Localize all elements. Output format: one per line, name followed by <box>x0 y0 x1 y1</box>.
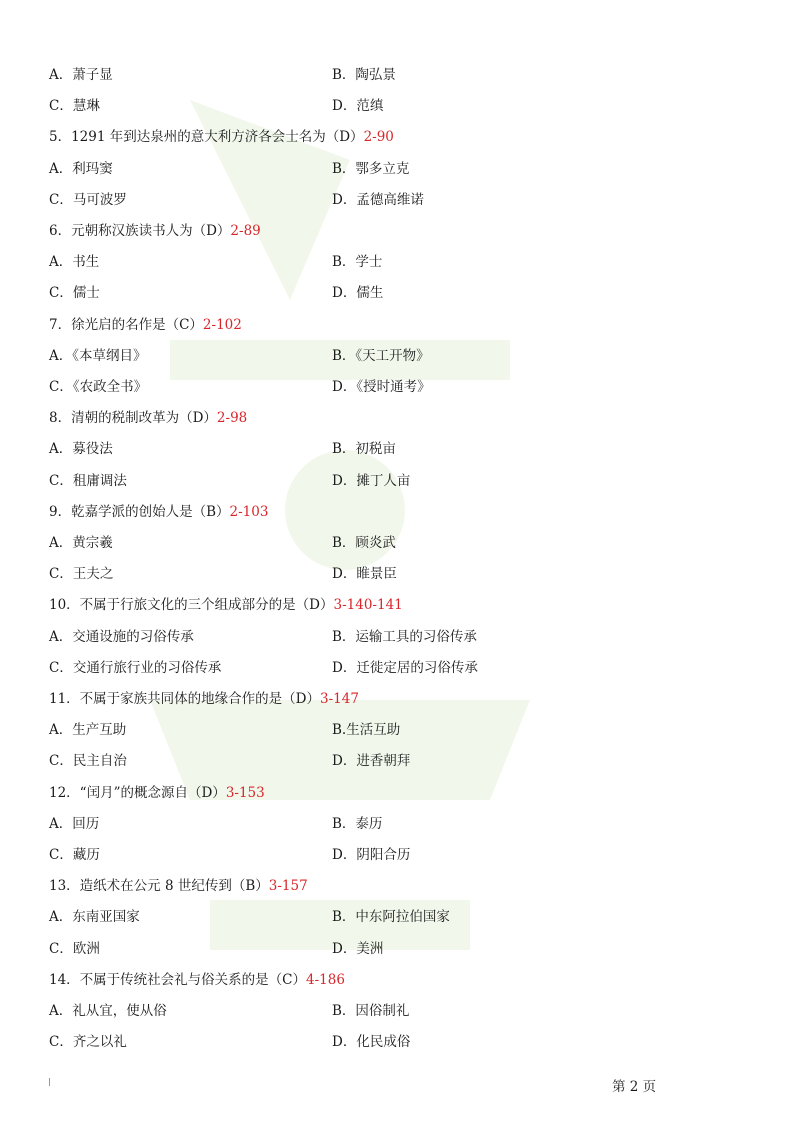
answer-option: D．《授时通考》 <box>332 379 431 395</box>
question-text: 10．不属于行旅文化的三个组成部分的是（D） <box>49 597 334 613</box>
answer-option: D．进香朝拜 <box>332 753 411 769</box>
answer-option: A．萧子显 <box>49 67 113 83</box>
question-line <box>49 784 265 802</box>
answer-option: D．孟德高维诺 <box>332 192 424 208</box>
answer-option: D．睢景臣 <box>332 566 397 582</box>
answer-option: B．《天工开物》 <box>332 348 430 364</box>
question-text: 12．“闰月”的概念源自（D） <box>49 785 226 801</box>
question-line <box>49 409 247 427</box>
answer-option: A．募役法 <box>49 441 113 457</box>
question-text: 5．1291 年到达泉州的意大利方济各会士名为（D） <box>49 129 364 145</box>
answer-option: D．阴阳合历 <box>332 847 411 863</box>
answer-option: C．《农政全书》 <box>49 379 148 395</box>
reference-code: 2-98 <box>216 410 248 426</box>
reference-code: 2-89 <box>230 223 261 239</box>
question-line <box>49 877 308 895</box>
answer-option: D．化民成俗 <box>332 1034 411 1050</box>
question-text: 14．不属于传统社会礼与俗关系的是（C） <box>49 972 307 988</box>
answer-option: B．运输工具的习俗传承 <box>332 629 477 645</box>
answer-option: B．陶弘景 <box>332 67 396 83</box>
answer-option: C．慧琳 <box>49 98 100 114</box>
answer-option: B.生活互助 <box>332 722 401 738</box>
question-text: 9．乾嘉学派的创始人是（B） <box>49 504 230 520</box>
answer-option: B．因俗制礼 <box>332 1003 410 1019</box>
answer-option: A．交通设施的习俗传承 <box>49 629 194 645</box>
answer-option: B．鄂多立克 <box>332 161 410 177</box>
answer-option: A．回历 <box>49 816 100 832</box>
answer-option: C．王夫之 <box>49 566 114 582</box>
answer-option: A．利玛窦 <box>49 161 113 177</box>
answer-option: B．学士 <box>332 254 383 270</box>
answer-option: C．儒士 <box>49 285 100 301</box>
answer-option: C．藏历 <box>49 847 100 863</box>
reference-code: 2-103 <box>229 504 269 520</box>
answer-option: C．民主自治 <box>49 753 127 769</box>
answer-option: A．《本草纲目》 <box>49 348 147 364</box>
reference-code: 3-157 <box>268 878 308 894</box>
answer-option: B．初税亩 <box>332 441 396 457</box>
question-line <box>49 503 268 521</box>
answer-option: A．黄宗羲 <box>49 535 113 551</box>
question-line <box>49 596 403 614</box>
answer-option: C．齐之以礼 <box>49 1034 127 1050</box>
answer-option: A．生产互助 <box>49 722 127 738</box>
question-line <box>49 222 261 240</box>
reference-code: 4-186 <box>306 972 345 988</box>
answer-option: D．范缜 <box>332 98 384 114</box>
reference-code: 3-153 <box>225 785 265 801</box>
answer-option: B．中东阿拉伯国家 <box>332 909 450 925</box>
question-line <box>49 690 359 708</box>
answer-option: D．迁徙定居的习俗传承 <box>332 660 478 676</box>
answer-option: B．泰历 <box>332 816 383 832</box>
answer-option: A．东南亚国家 <box>49 909 140 925</box>
answer-option: D．儒生 <box>332 285 384 301</box>
reference-code: 3-147 <box>320 691 359 707</box>
answer-option: D．美洲 <box>332 941 384 957</box>
answer-option: C．交通行旅行业的习俗传承 <box>49 660 222 676</box>
reference-code: 2-102 <box>202 317 242 333</box>
question-text: 7．徐光启的名作是（C） <box>49 317 203 333</box>
answer-option: D．摊丁人亩 <box>332 473 411 489</box>
answer-option: C．欧洲 <box>49 941 100 957</box>
answer-option: A．书生 <box>49 254 100 270</box>
question-line <box>49 971 345 989</box>
reference-code: 2-90 <box>363 129 394 145</box>
question-text: 13．造纸术在公元 8 世纪传到（B） <box>49 878 269 894</box>
question-line <box>49 316 242 334</box>
question-line <box>49 128 394 146</box>
question-text: 11．不属于家族共同体的地缘合作的是（D） <box>49 691 321 707</box>
footer-marker <box>49 1078 50 1086</box>
answer-option: C．马可波罗 <box>49 192 127 208</box>
question-text: 8．清朝的税制改革为（D） <box>49 410 217 426</box>
answer-option: B．顾炎武 <box>332 535 396 551</box>
reference-code: 3-140-141 <box>333 597 403 613</box>
page-number: 第 2 页 <box>612 1079 657 1095</box>
answer-option: C．租庸调法 <box>49 473 127 489</box>
question-text: 6．元朝称汉族读书人为（D） <box>49 223 231 239</box>
answer-option: A．礼从宜，使从俗 <box>49 1003 167 1019</box>
